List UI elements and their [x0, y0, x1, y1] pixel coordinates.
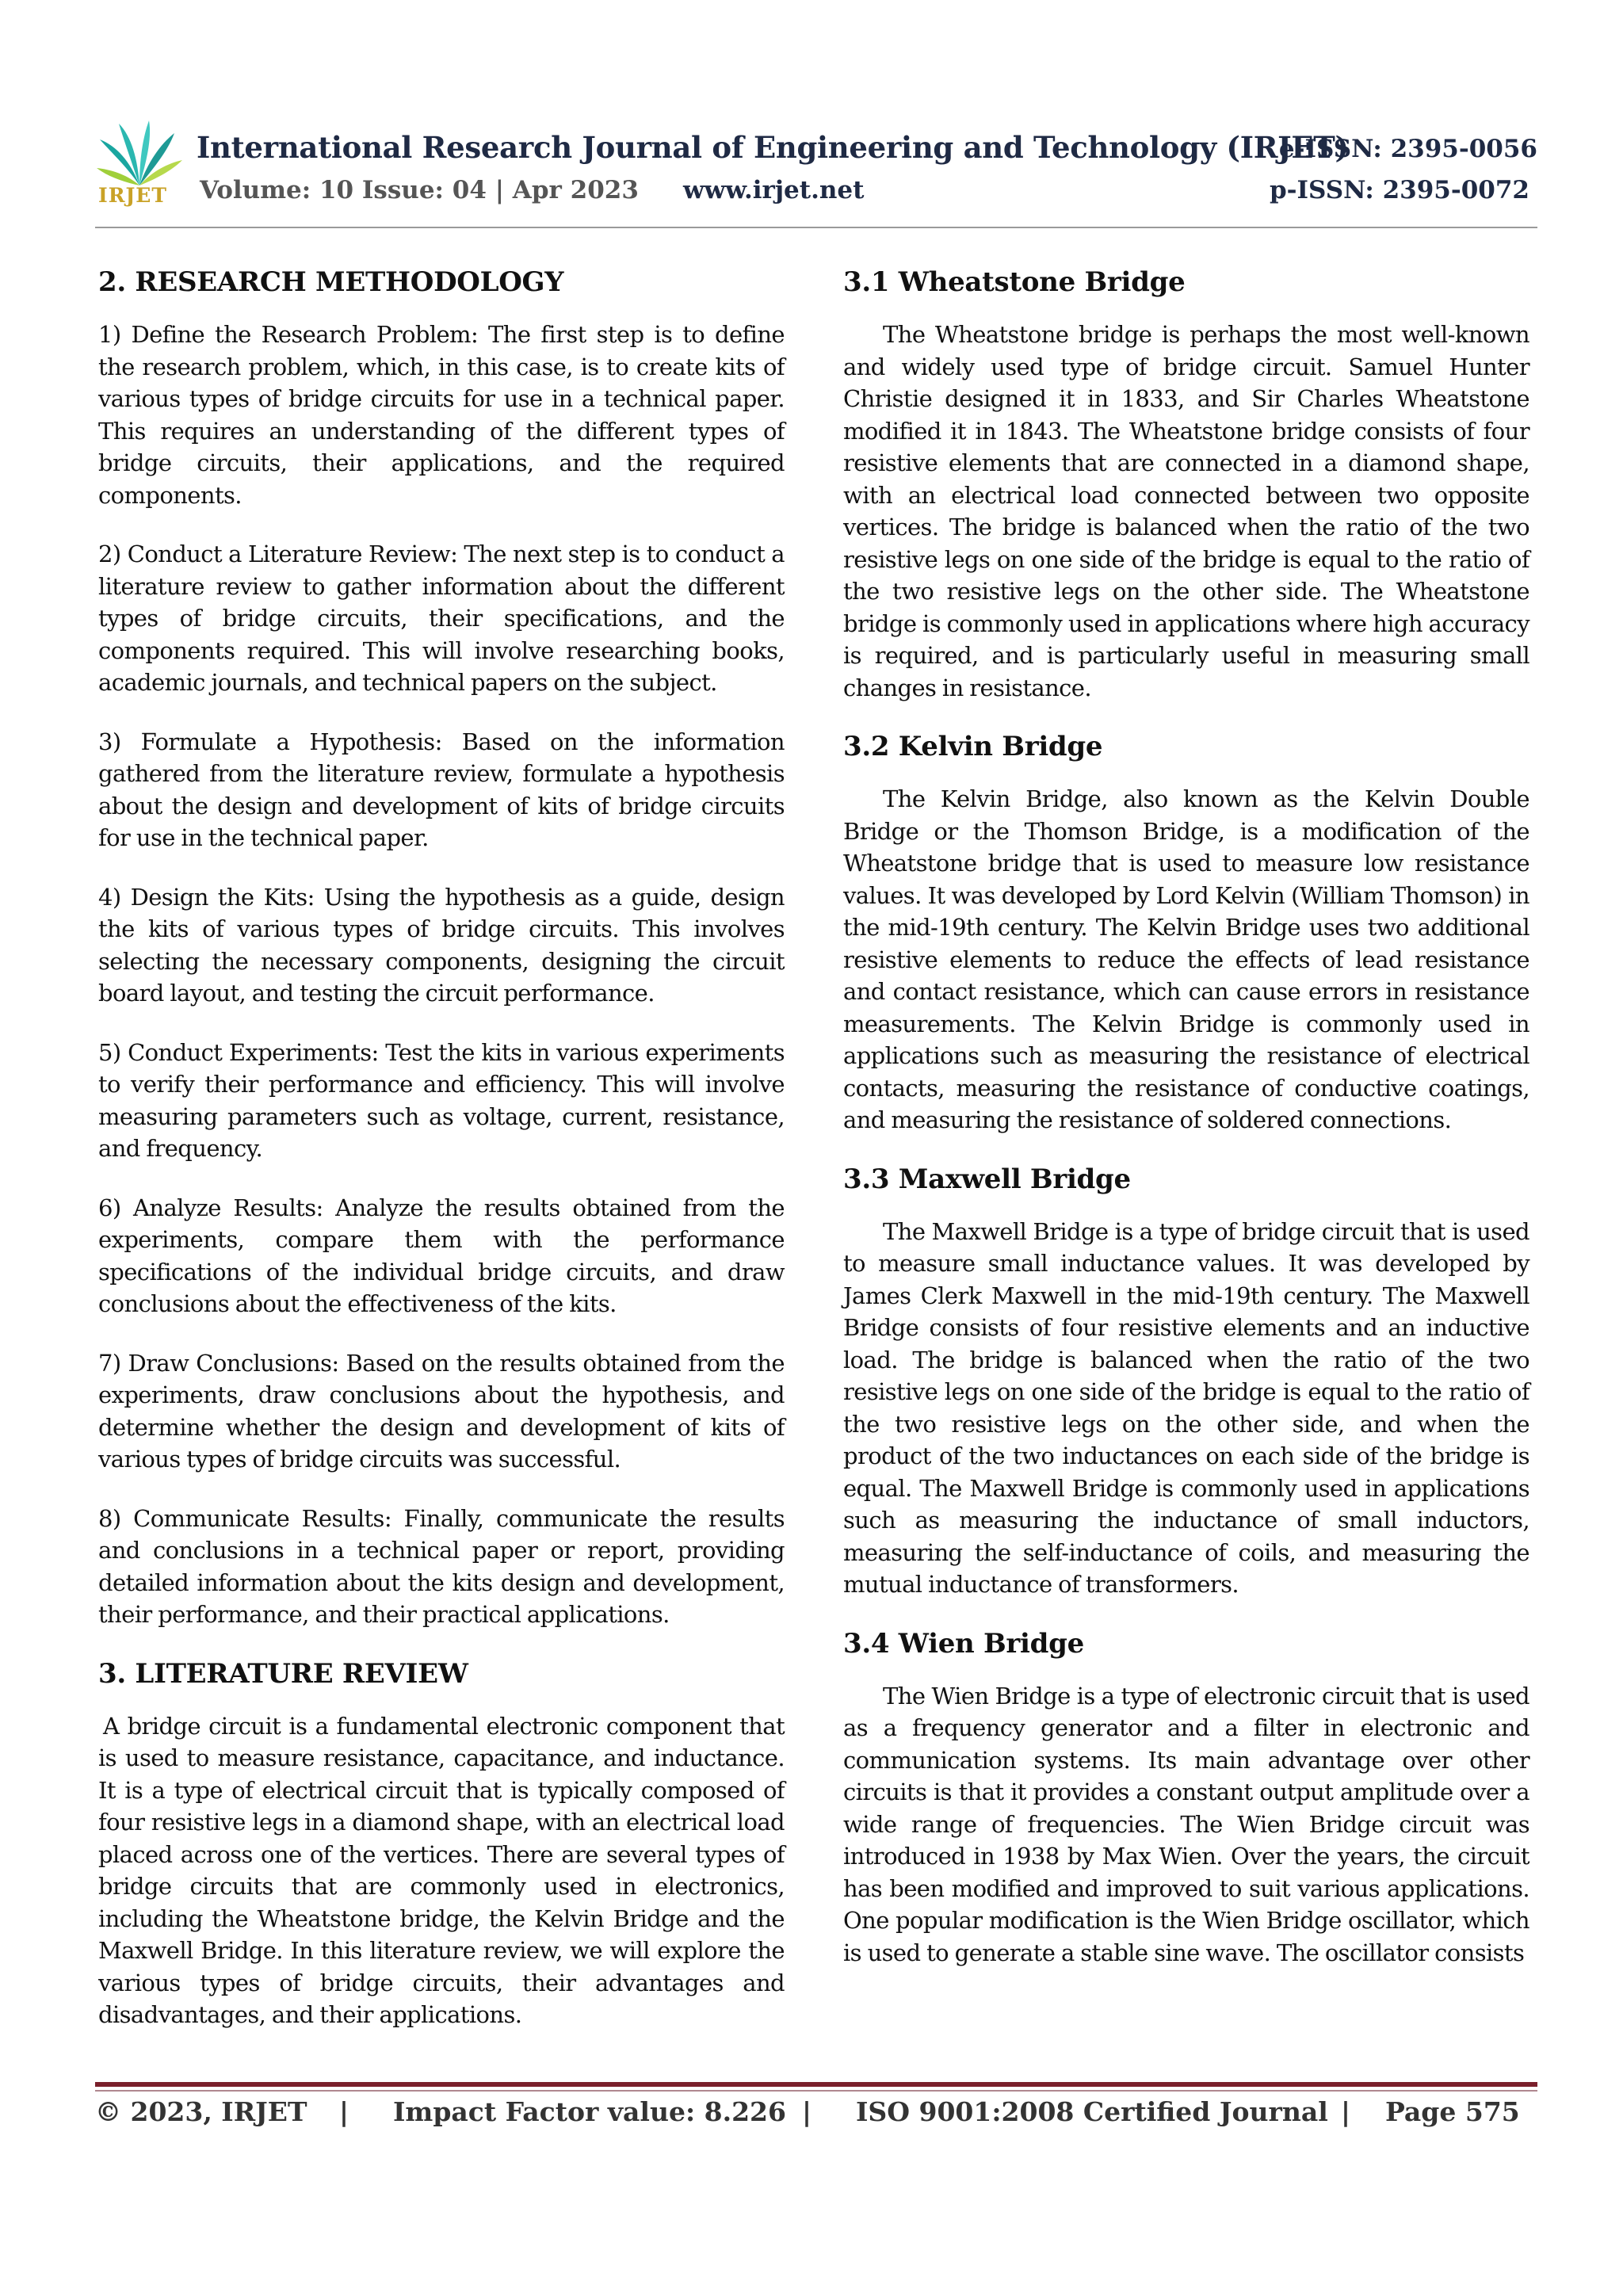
methodology-step: 1) Define the Research Problem: The first step is to define the research problem, which, in this case, is to create kits of various types of bridge circuits for use in a technical paper. This requires an understanding of the different types of bridge circuits, their applications, and the required components. — [98, 321, 785, 509]
footer-iso: ISO 9001:2008 Certified Journal — [856, 2096, 1328, 2127]
section-title-literature-review: 3. LITERATURE REVIEW — [98, 1657, 468, 1690]
footer-separator: | — [802, 2096, 812, 2127]
methodology-step: 4) Design the Kits: Using the hypothesis as a guide, design the kits of various types of bridge circuits. This involves selecting the necessary components, designing the circuit board layout, and testing the circuit performance. — [98, 883, 785, 1007]
kelvin-paragraph: The Kelvin Bridge, also known as the Kelvin Double Bridge or the Thomson Bridge, is a modification of the Wheatstone bridge that is used to measure low resistance values. It was developed by Lord Kelvin (William Thomson) in the mid-19th century. The Kelvin Bridge uses two additional resistive elements to reduce the effects of lead resistance and contact resistance, which can cause errors in resistance measurements. The Kelvin Bridge is commonly used in applications such as measuring the resistance of electrical contacts, measuring the resistance of conductive coatings, and measuring the resistance of soldered connections. — [843, 785, 1529, 1133]
footer-divider-thin — [95, 2090, 1537, 2092]
methodology-step: 7) Draw Conclusions: Based on the results obtained from the experiments, draw conclusions about the hypothesis, and determine whether the design and development of kits of various types of bridge circuits was successful. — [98, 1349, 785, 1473]
subsection-title-maxwell: 3.3 Maxwell Bridge — [843, 1163, 1131, 1195]
methodology-step: 6) Analyze Results: Analyze the results obtained from the experiments, compare them with the performance specifications of the individual bridge circuits, and draw conclusions about the effectiveness of the kits. — [98, 1194, 785, 1317]
footer-divider — [95, 2082, 1537, 2087]
wheatstone-paragraph: The Wheatstone bridge is perhaps the most well-known and widely used type of bridge circuit. Samuel Hunter Christie designed it in 1833, and Sir Charles Wheatstone modified it in 1843. The Wheatstone bridge consists of four resistive elements that are connected in a diamond shape, with an electrical load connected between two opposite vertices. The bridge is balanced when the ratio of the two resistive legs on one side of the bridge is equal to the ratio of the two resistive legs on the other side. The Wheatstone bridge is commonly used in applications where high accuracy is required, and is particularly useful in measuring small changes in resistance. — [843, 321, 1529, 701]
methodology-step: 3) Formulate a Hypothesis: Based on the information gathered from the literature review, formulate a hypothesis about the design and development of kits of bridge circuits for use in the technical paper. — [98, 728, 785, 851]
section-title-research-methodology: 2. RESEARCH METHODOLOGY — [98, 266, 564, 298]
methodology-step: 8) Communicate Results: Finally, communicate the results and conclusions in a technical paper or report, providing detailed information about the kits design and development, their performance, and their practical applications. — [98, 1504, 785, 1628]
journal-title: International Research Journal of Engineering and Technology (IRJET) — [197, 130, 1349, 165]
page-footer — [95, 2096, 1537, 2136]
footer-copyright: © 2023, IRJET — [95, 2096, 307, 2127]
maxwell-paragraph: The Maxwell Bridge is a type of bridge circuit that is used to measure small inductance values. It was developed by James Clerk Maxwell in the mid-19th century. The Maxwell Bridge consists of four resistive elements and an inductive load. The bridge is balanced when the ratio of the two resistive legs on one side of the bridge is equal to the ratio of the two resistive legs on the other side, and when the product of the two inductances on each side of the bridge is equal. The Maxwell Bridge is commonly used in applications such as measuring the inductance of small inductors, measuring the self-inductance of coils, and measuring the mutual inductance of transformers. — [843, 1217, 1529, 1598]
eissn: e-ISSN: 2395-0056 — [1278, 135, 1537, 163]
literature-review-paragraph: A bridge circuit is a fundamental electronic component that is used to measure resistance, capacitance, and inductance. It is a type of electrical circuit that is typically composed of four resistive legs in a diamond shape, with an electrical load placed across one of the vertices. There are several types of bridge circuits that are commonly used in electronics, including the Wheatstone bridge, the Kelvin Bridge and the Maxwell Bridge. In this literature review, we will explore the various types of bridge circuits, their advantages and disadvantages, and their applications. — [98, 1712, 785, 2028]
logo-text: IRJET — [98, 184, 167, 207]
left-column — [98, 266, 785, 2058]
footer-page-number: Page 575 — [1385, 2096, 1520, 2127]
right-column — [843, 266, 1529, 1996]
footer-separator: | — [1341, 2096, 1351, 2127]
methodology-step: 2) Conduct a Literature Review: The next step is to conduct a literature review to gather information about the different types of bridge circuits, their specifications, and the components required. This will involve researching books, academic journals, and technical papers on the subject. — [98, 541, 785, 696]
subsection-title-wheatstone: 3.1 Wheatstone Bridge — [843, 266, 1186, 298]
journal-website-link[interactable]: www.irjet.net — [683, 176, 865, 204]
pissn: p-ISSN: 2395-0072 — [1269, 176, 1529, 204]
page-header — [95, 119, 1537, 230]
header-divider — [95, 227, 1537, 228]
footer-impact-factor: Impact Factor value: 8.226 — [393, 2096, 786, 2127]
subsection-title-kelvin: 3.2 Kelvin Bridge — [843, 731, 1103, 762]
footer-separator: | — [339, 2096, 349, 2127]
wien-paragraph: The Wien Bridge is a type of electronic circuit that is used as a frequency generator and a filter in electronic and communication systems. Its main advantage over other circuits is that it provides a constant output amplitude over a wide range of frequencies. The Wien Bridge circuit was introduced in 1938 by Max Wien. Over the years, the circuit has been modified and improved to suit various applications. One popular modification is the Wien Bridge oscillator, which is used to generate a stable sine wave. The oscillator consists — [843, 1682, 1529, 1966]
subsection-title-wien: 3.4 Wien Bridge — [843, 1627, 1084, 1660]
methodology-step: 5) Conduct Experiments: Test the kits in various experiments to verify their performance and efficiency. This will involve measuring parameters such as voltage, current, resistance, and frequency. — [98, 1038, 785, 1162]
volume-issue: Volume: 10 Issue: 04 | Apr 2023 — [200, 176, 639, 204]
irjet-logo-icon — [95, 119, 184, 214]
